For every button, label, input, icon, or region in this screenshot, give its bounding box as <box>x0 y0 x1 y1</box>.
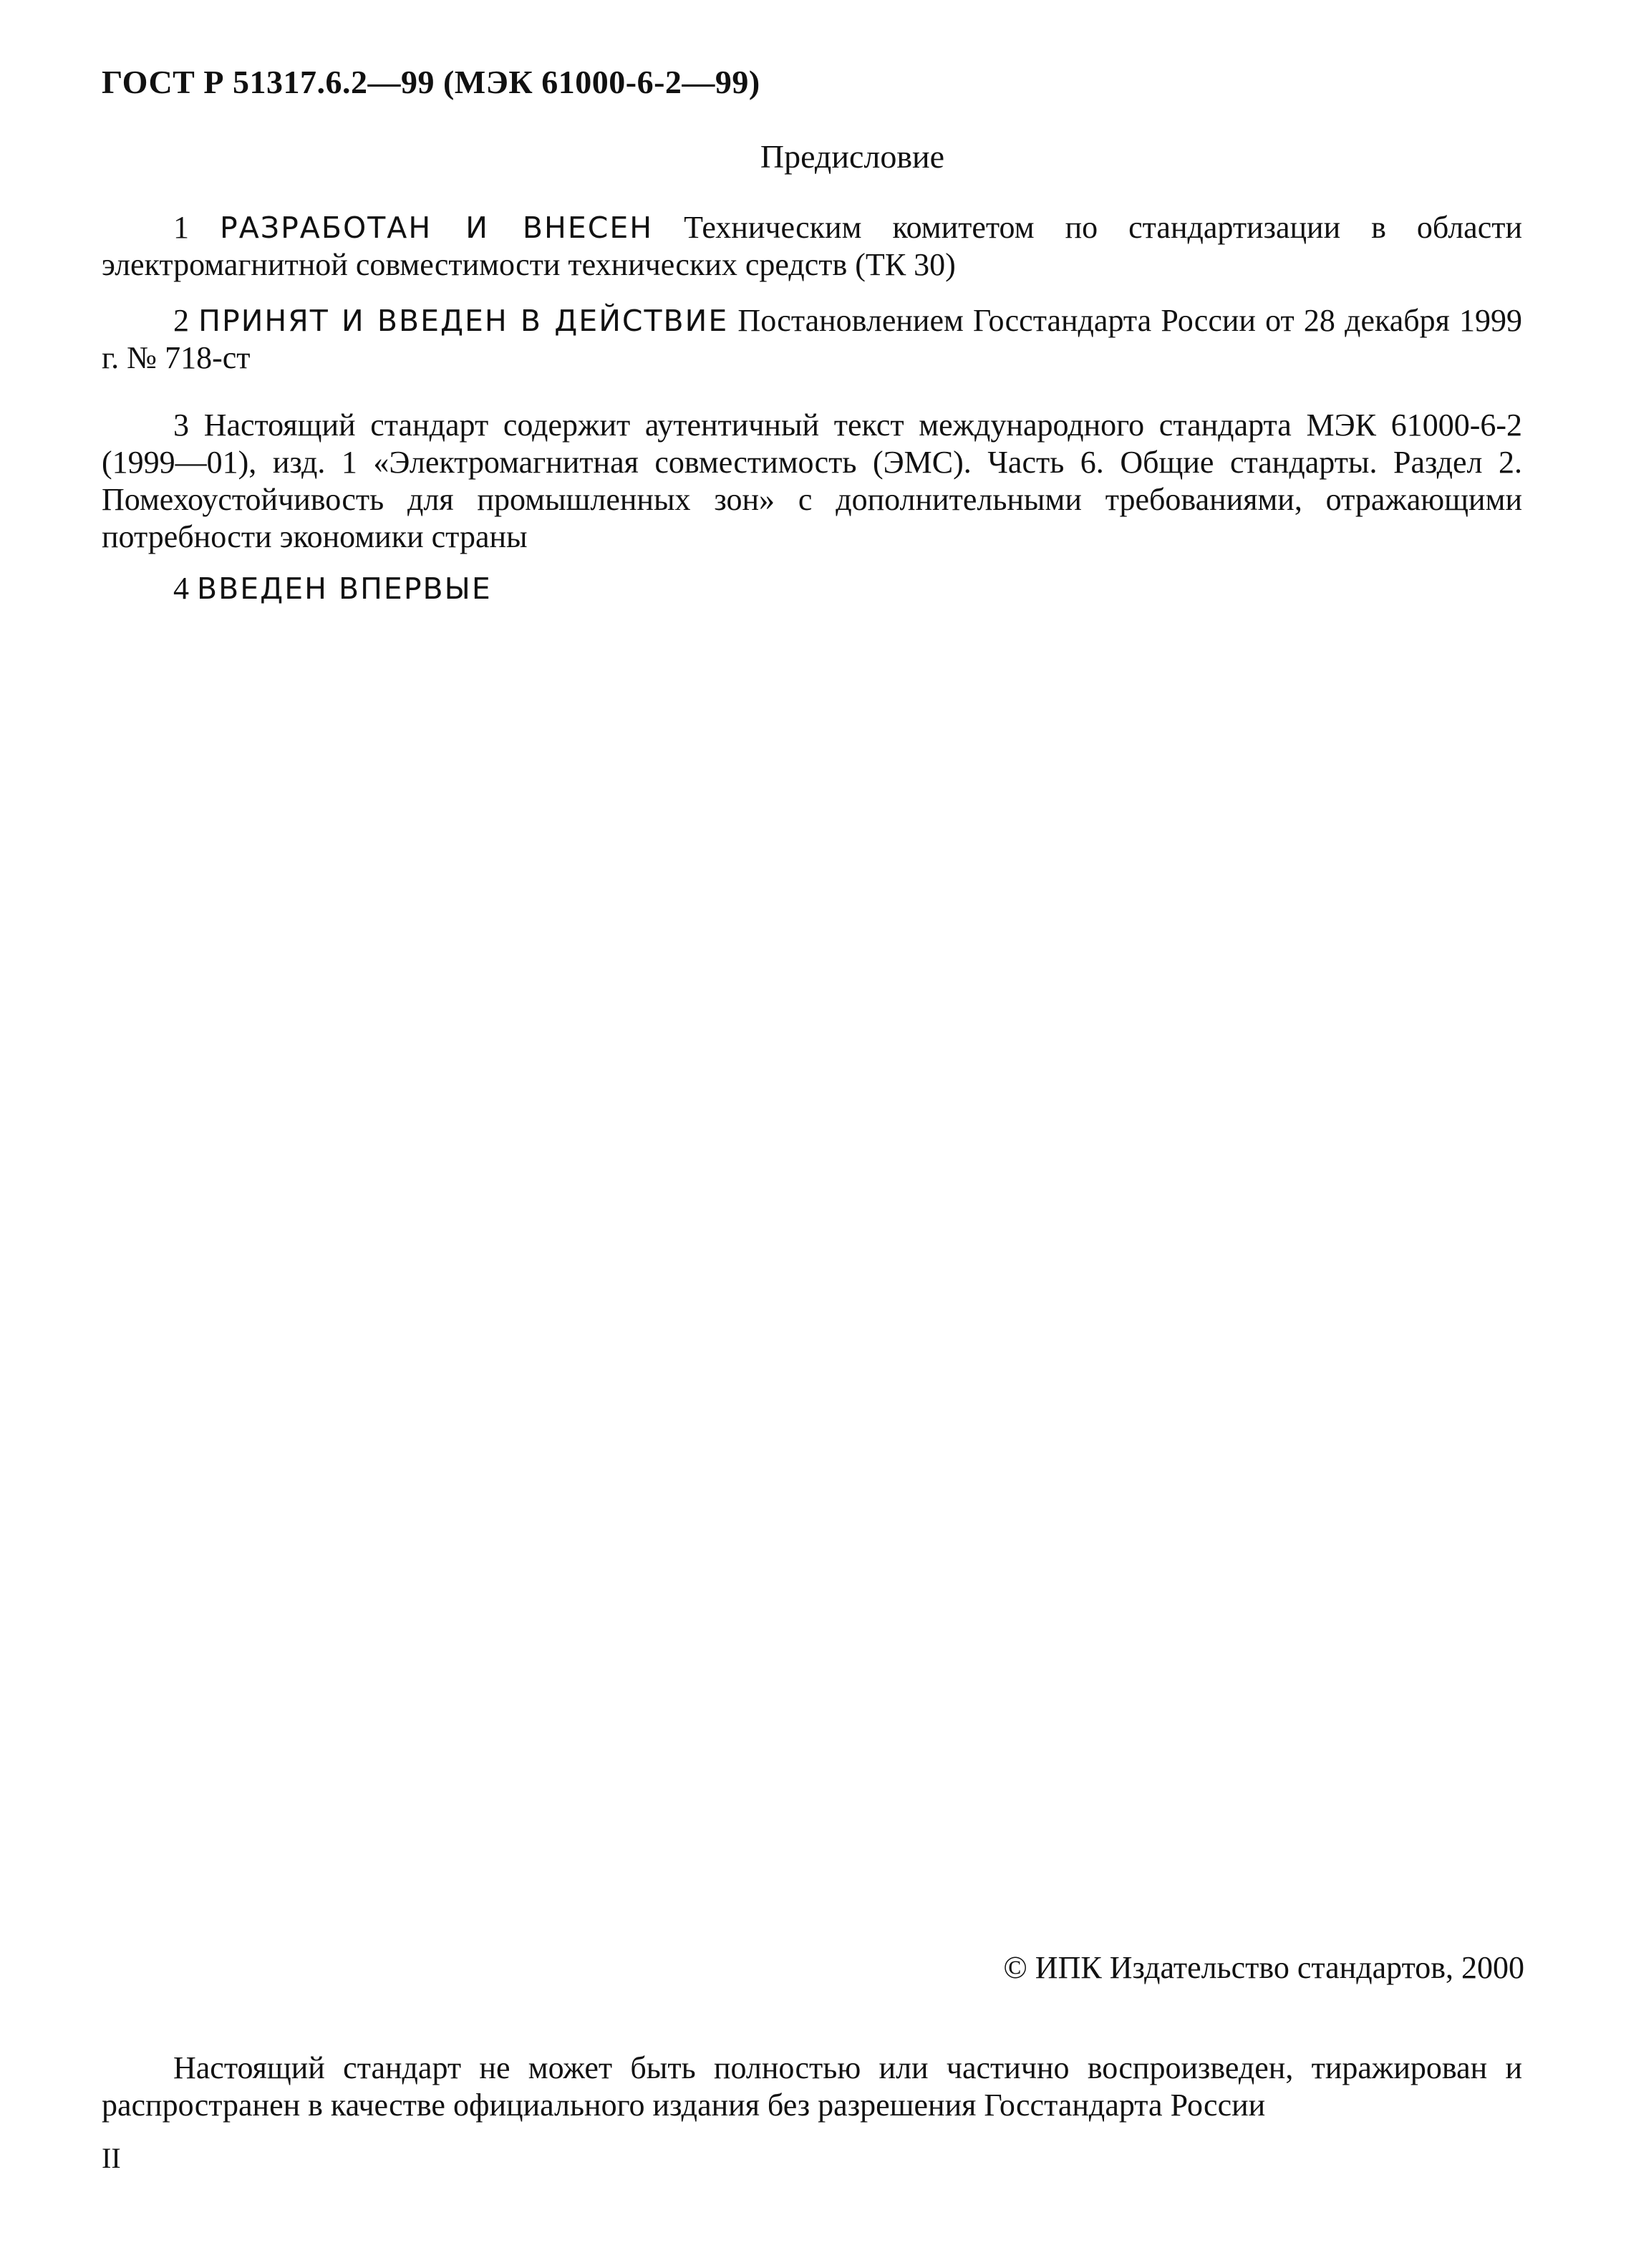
page-number: II <box>102 2142 121 2174</box>
item-number: 1 <box>173 210 189 245</box>
item-text: Постановлением Госстандарта России от 28 декабря 1999 г. № 718-ст <box>102 303 1523 375</box>
item-lead: РАЗРАБОТАН И ВНЕСЕН <box>220 211 654 245</box>
foreword-item-1 <box>102 209 1522 284</box>
item-lead: ВВЕДЕН ВПЕРВЫЕ <box>197 571 492 606</box>
item-number: 2 <box>173 303 189 338</box>
item-number: 4 <box>173 571 189 606</box>
reproduction-notice: Настоящий стандарт не может быть полностью или частично воспроизведен, тиражирован и распространен в качестве официального издания без разрешения Госстандарта России <box>102 2050 1522 2123</box>
foreword-item-4 <box>102 570 1522 607</box>
copyright-line: © ИПК Издательство стандартов, 2000 <box>1003 1950 1524 1985</box>
item-lead: ПРИНЯТ И ВВЕДЕН В ДЕЙСТВИЕ <box>198 304 729 338</box>
item-text: Настоящий стандарт содержит аутентичный текст международного стандарта МЭК 61000-6-2 (1999—01), изд. 1 «Электромагнитная совместимость (ЭМС). Часть 6. Общие стандарты. Раздел 2. Помехоустойчивость для промышленных зон» с дополнительными требованиями, отражающими потребности экономики страны <box>102 407 1523 554</box>
foreword-item-3 <box>102 407 1522 556</box>
item-number: 3 <box>173 407 189 443</box>
foreword-item-2 <box>102 302 1522 377</box>
standard-designation: ГОСТ Р 51317.6.2—99 (МЭК 61000-6-2—99) <box>102 64 760 100</box>
foreword-title: Предисловие <box>760 138 945 175</box>
item-text: Техническим комитетом по стандартизации в области электромагнитной совместимости технических средств (ТК 30) <box>102 210 1523 282</box>
